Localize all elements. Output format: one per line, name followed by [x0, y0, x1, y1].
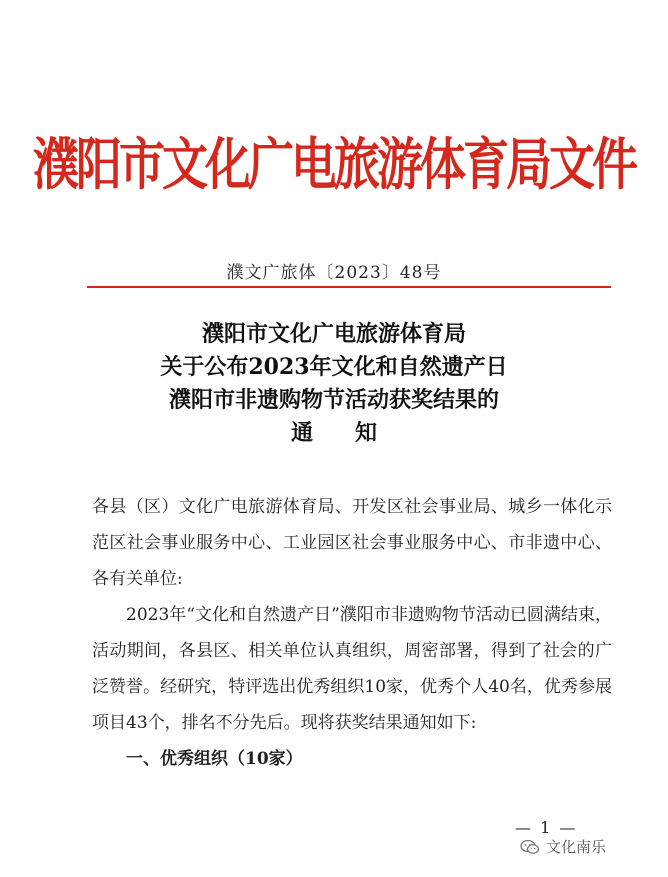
notice-body — [92, 489, 612, 777]
title-line-2: 关于公布2023年文化和自然遗产日 — [160, 354, 508, 380]
wechat-icon — [520, 839, 540, 855]
red-divider-line — [87, 286, 611, 288]
account-watermark — [520, 836, 606, 857]
body-paragraph-1: 2023年“文化和自然遗产日”濮阳市非遗购物节活动已圆满结束，活动期间，各县区、相关单位认真组织，周密部署，得到了社会的广泛赞誉。经研究，特评选出优秀组织10家，优秀个人40名，优秀参展项目43个，排名不分先后。现将获奖结果通知如下: — [92, 605, 612, 733]
section-heading-1: 一、优秀组织（10家） — [126, 749, 303, 769]
notice-title — [0, 318, 668, 450]
addressees-paragraph: 各县（区）文化广电旅游体育局、开发区社会事业局、城乡一体化示范区社会事业服务中心、工业园区社会事业服务中心、市非遗中心、各有关单位: — [92, 497, 612, 589]
document-masthead: 濮阳市文化广电旅游体育局文件 — [33, 131, 635, 198]
page-number: — 1 — — [515, 818, 578, 837]
title-line-4: 通知 — [290, 420, 419, 446]
title-line-1: 濮阳市文化广电旅游体育局 — [201, 321, 466, 347]
watermark-label: 文化南乐 — [546, 838, 607, 856]
document-number: 濮文广旅体〔2023〕48号 — [226, 263, 442, 283]
title-line-3: 濮阳市非遗购物节活动获奖结果的 — [168, 387, 499, 413]
